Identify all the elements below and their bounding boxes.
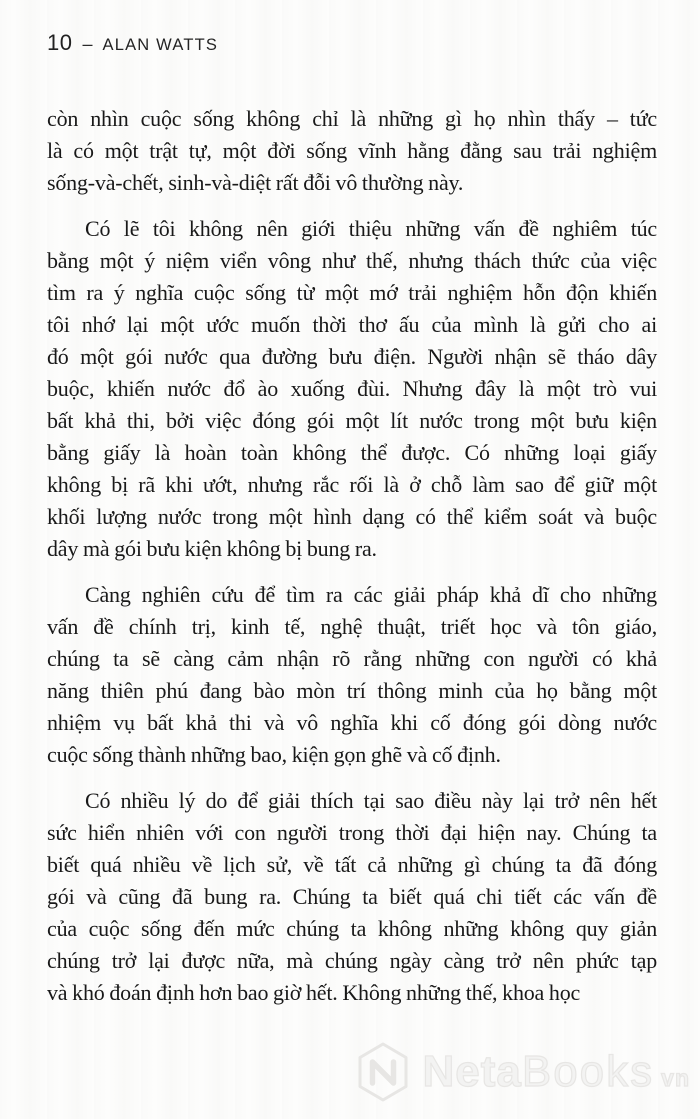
paragraph <box>47 103 657 199</box>
paragraph <box>47 785 657 1009</box>
text-line: chúng ta sẽ càng cảm nhận rõ rằng những con người có khả <box>47 646 657 671</box>
header-separator: – <box>82 34 93 54</box>
text-line: bằng một ý niệm viển vông như thế, nhưng thách thức của việc <box>47 248 657 273</box>
text-line: Càng nghiên cứu để tìm ra các giải pháp khả dĩ cho những <box>85 582 657 607</box>
text-line: cuộc sống thành những bao, kiện gọn ghẽ và cố định. <box>47 742 501 767</box>
page-number: 10 <box>47 30 73 55</box>
text-line: bằng giấy là hoàn toàn không thể được. Có những loại giấy <box>47 440 657 465</box>
text-line: tôi nhớ lại một ước muốn thời thơ ấu của mình là gửi cho ai <box>47 312 657 337</box>
author-name: ALAN WATTS <box>102 36 219 54</box>
page-header <box>47 30 218 56</box>
text-line: dây mà gói bưu kiện không bị bung ra. <box>47 536 377 561</box>
text-line: của cuộc sống đến mức chúng ta không những không quy giản <box>47 916 657 941</box>
text-line: vấn đề chính trị, kinh tế, nghệ thuật, triết học và tôn giáo, <box>47 614 657 639</box>
text-line: nhiệm vụ bất khả thi và vô nghĩa khi cố đóng gói dòng nước <box>47 710 657 735</box>
text-line: bất khả thi, bởi việc đóng gói một lít nước trong một bưu kiện <box>47 408 657 433</box>
text-line: không bị rã khi ướt, nhưng rắc rối là ở chỗ làm sao để giữ một <box>47 472 657 497</box>
paragraph <box>47 213 657 565</box>
watermark-brand-light: Books <box>521 1047 655 1096</box>
text-line: sống-và-chết, sinh-và-diệt rất đỗi vô thường này. <box>47 170 464 195</box>
text-line: Có nhiều lý do để giải thích tại sao điều này lại trở nên hết <box>85 788 657 813</box>
text-line: sức hiển nhiên với con người trong thời đại hiện nay. Chúng ta <box>47 820 657 845</box>
page-body <box>47 103 657 1009</box>
text-line: buộc, khiến nước đổ ào xuống đùi. Nhưng đây là một trò vui <box>47 376 657 401</box>
text-line: là có một trật tự, một đời sống vĩnh hằng đằng sau trải nghiệm <box>47 138 657 163</box>
text-line: đó một gói nước qua đường bưu điện. Người nhận sẽ tháo dây <box>47 344 657 369</box>
watermark-wordmark <box>422 1047 690 1097</box>
netabooks-hexagon-logo-icon <box>356 1041 410 1103</box>
text-line: chúng trở lại được nữa, mà chúng ngày càng trở nên phức tạp <box>47 948 657 973</box>
netabooks-watermark <box>356 1041 690 1103</box>
watermark-brand-bold: Neta <box>422 1047 522 1096</box>
text-line: và khó đoán định hơn bao giờ hết. Không những thế, khoa học <box>47 980 581 1005</box>
text-line: còn nhìn cuộc sống không chỉ là những gì họ nhìn thấy – tức <box>47 106 657 131</box>
text-line: biết quá nhiều về lịch sử, về tất cả những gì chúng ta đã đóng <box>47 852 657 877</box>
text-line: năng thiên phú đang bào mòn trí thông minh của họ bằng một <box>47 678 657 703</box>
text-line: gói và cũng đã bung ra. Chúng ta biết quá chi tiết các vấn đề <box>47 884 657 909</box>
text-line: khối lượng nước trong một hình dạng có thể kiểm soát và buộc <box>47 504 657 529</box>
text-line: tìm ra ý nghĩa cuộc sống từ một mớ trải nghiệm hỗn độn khiến <box>47 280 657 305</box>
paragraph <box>47 579 657 771</box>
text-line: Có lẽ tôi không nên giới thiệu những vấn đề nghiêm túc <box>85 216 657 241</box>
watermark-domain: vn <box>661 1065 690 1091</box>
